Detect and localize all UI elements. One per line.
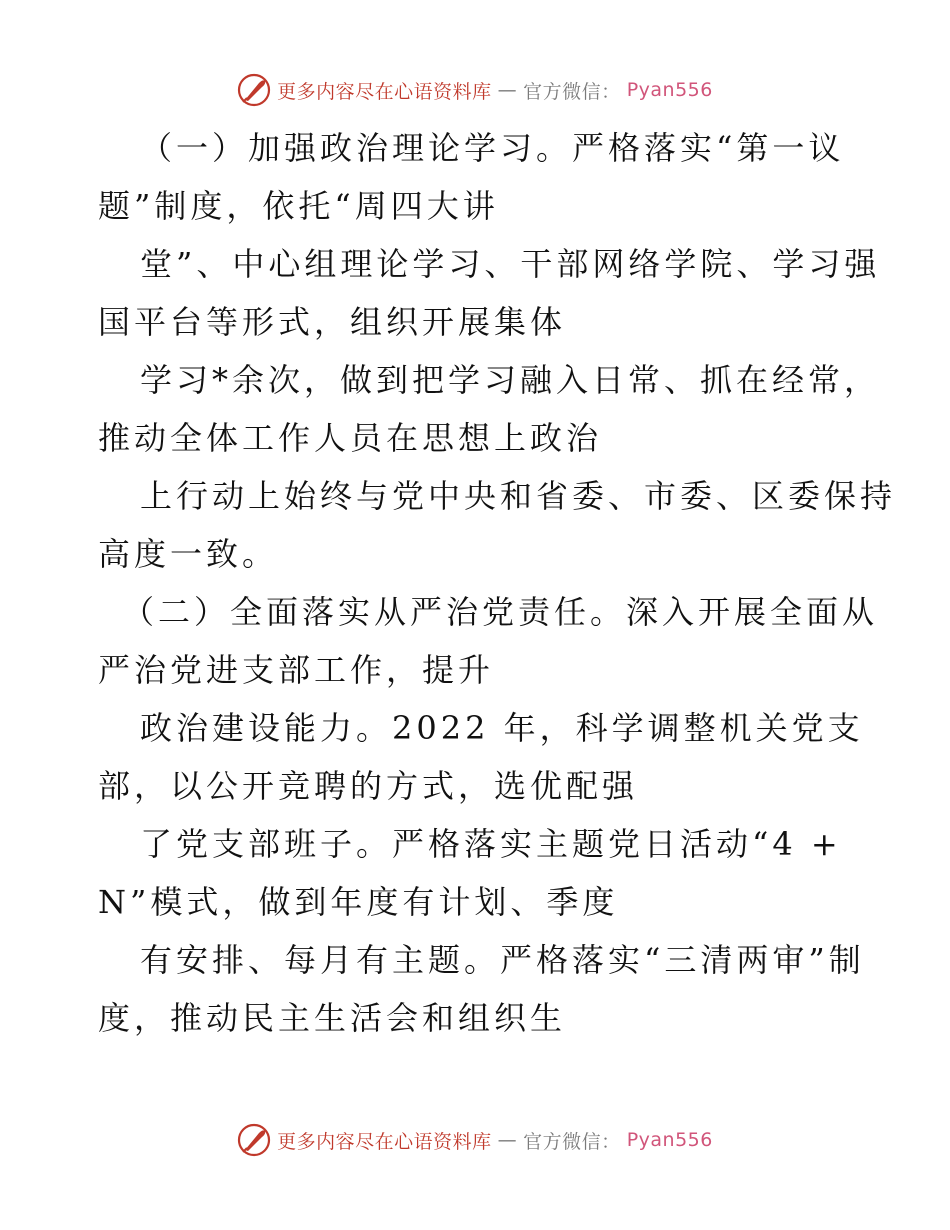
body-line: 有安排、每月有主题。严格落实“三清两审”制 — [140, 941, 865, 979]
body-line: 题”制度，依托“周四大讲 — [98, 187, 499, 225]
watermark-wechat-label: 官方微信： — [523, 80, 621, 103]
watermark-wechat-label: 官方微信： — [523, 1130, 621, 1153]
footer-watermark — [0, 1118, 950, 1162]
watermark-brand: 更多内容尽在心语资料库 — [277, 1130, 492, 1153]
body-line: 高度一致。 — [98, 535, 279, 573]
body-line: 堂”、中心组理论学习、干部网络学院、学习强 — [140, 245, 881, 283]
body-line: N”模式，做到年度有计划、季度 — [98, 883, 619, 921]
body-line: （二）全面落实从严治党责任。深入开展全面从 — [122, 593, 879, 631]
body-line: 推动全体工作人员在思想上政治 — [98, 419, 603, 457]
body-line: 国平台等形式，组织开展集体 — [98, 303, 567, 341]
quill-pen-logo-icon — [237, 1123, 271, 1157]
body-line: 部，以公开竞聘的方式，选优配强 — [98, 767, 639, 805]
body-line: 度，推动民主生活会和组织生 — [98, 999, 567, 1037]
body-line: 严治党进支部工作，提升 — [98, 651, 495, 689]
header-watermark — [0, 68, 950, 112]
body-line: 了党支部班子。严格落实主题党日活动“4 + — [140, 825, 842, 863]
watermark-wechat-id: Pyan556 — [626, 79, 713, 101]
body-line: 政治建设能力。2022 年，科学调整机关党支 — [140, 709, 864, 747]
watermark-separator: — — [497, 1129, 518, 1151]
body-line: 学习*余次，做到把学习融入日常、抓在经常， — [140, 361, 881, 399]
watermark-wechat-id: Pyan556 — [626, 1129, 713, 1151]
watermark-brand: 更多内容尽在心语资料库 — [277, 80, 492, 103]
body-line: （一）加强政治理论学习。严格落实“第一议 — [140, 129, 845, 167]
body-line: 上行动上始终与党中央和省委、市委、区委保持 — [140, 477, 897, 515]
quill-pen-logo-icon — [237, 73, 271, 107]
watermark-separator: — — [497, 79, 518, 101]
